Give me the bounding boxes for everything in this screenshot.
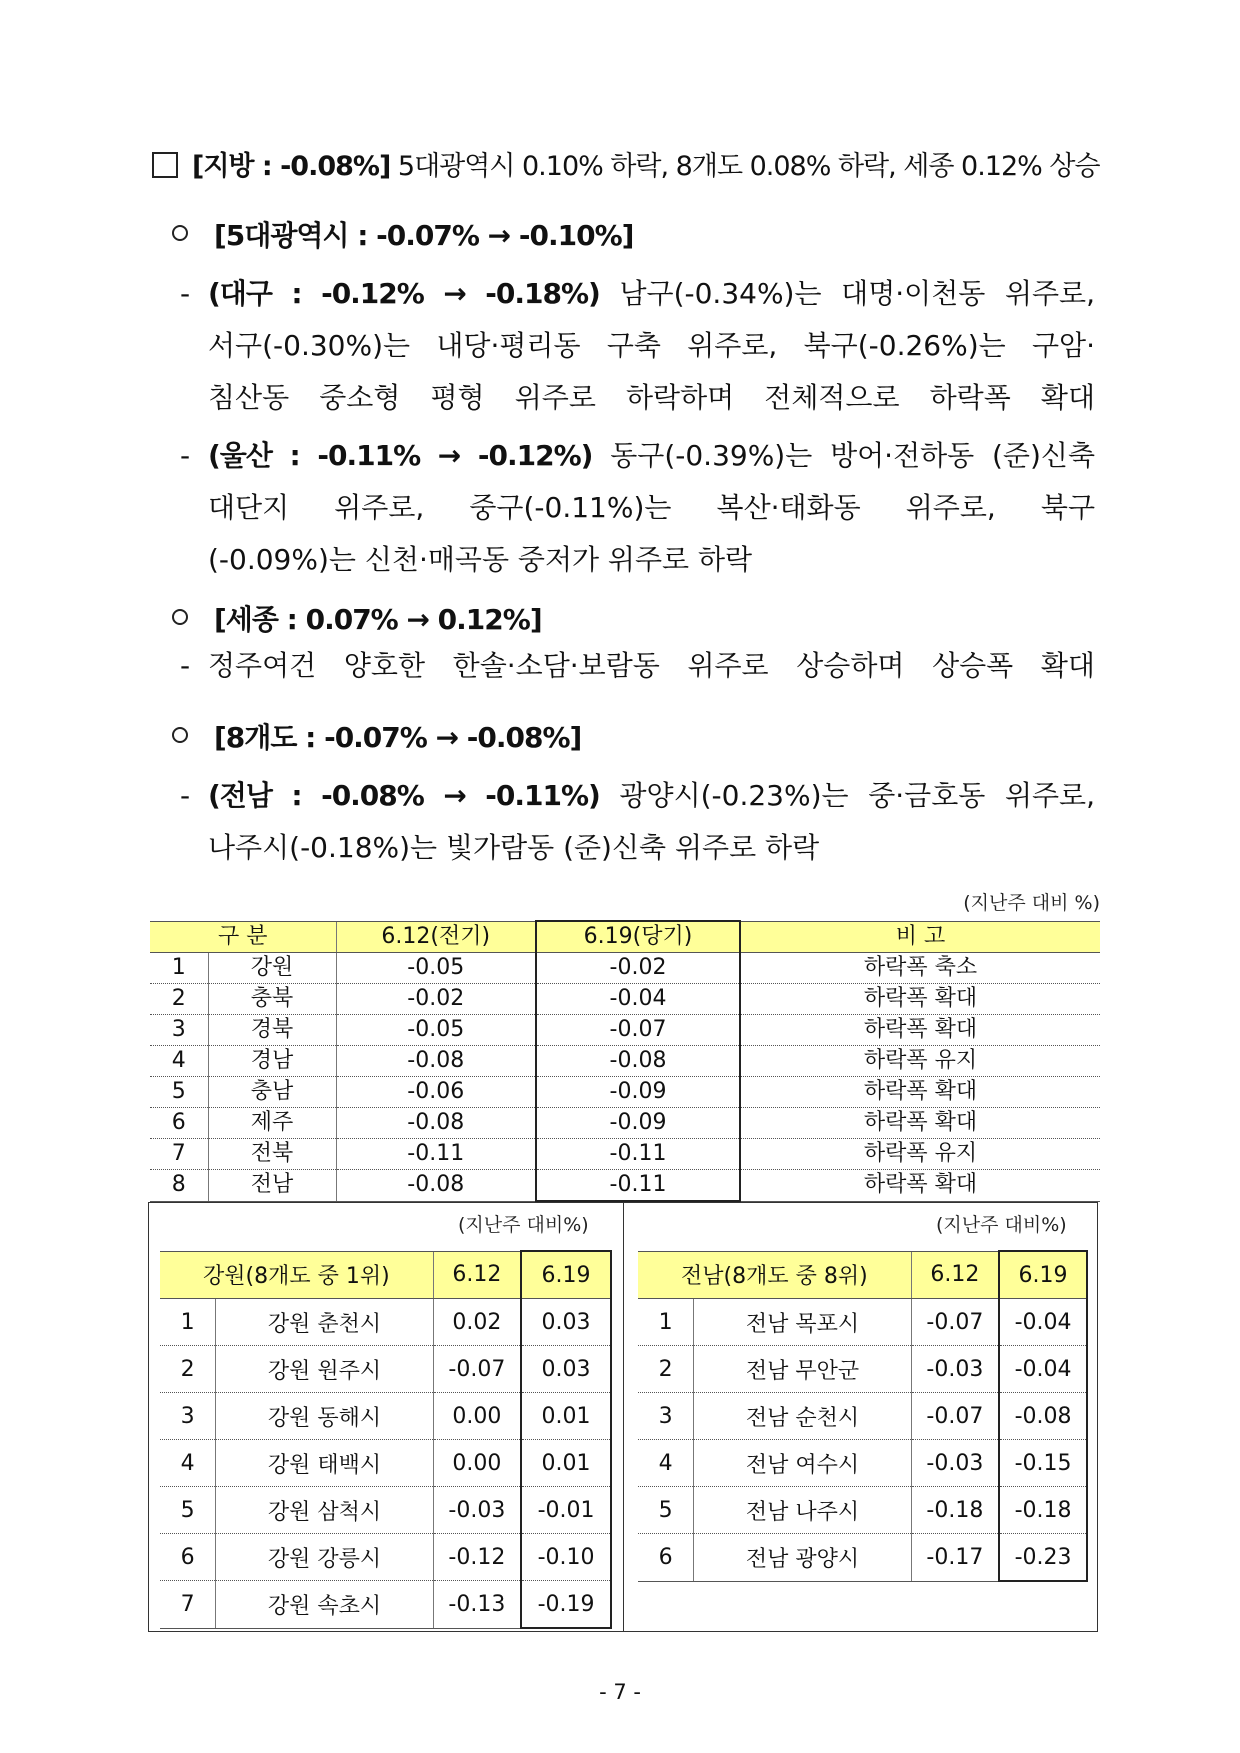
table-cell: 3 [638, 1393, 694, 1440]
table-cell: -0.17 [911, 1534, 999, 1582]
table-row [160, 1581, 611, 1629]
table-row [150, 1139, 1100, 1170]
circle-bullet-icon [172, 727, 188, 743]
table-cell: -0.07 [911, 1393, 999, 1440]
table-cell: 0.01 [521, 1393, 611, 1440]
table-cell: 하락폭 유지 [740, 1139, 1100, 1170]
table-cell: -0.12 [433, 1534, 521, 1581]
table-cell: 전남 광양시 [694, 1534, 911, 1582]
table-cell: 강원 강릉시 [216, 1534, 433, 1581]
table-cell: 0.03 [521, 1299, 611, 1346]
table-cell: 2 [160, 1346, 216, 1393]
table-row [638, 1487, 1087, 1534]
table-cell: 전남 순천시 [694, 1393, 911, 1440]
table-cell: -0.15 [999, 1440, 1087, 1487]
table-cell: 2 [150, 984, 208, 1015]
table-cell: -0.06 [336, 1077, 536, 1108]
table-cell: -0.11 [536, 1139, 740, 1170]
table-header-row: 강원(8개도 중 1위) 6.12 6.19 [160, 1251, 611, 1299]
table-cell: 7 [150, 1139, 208, 1170]
paragraph-sejong: - 정주여건 양호한 한솔·소담·보람동 위주로 상승하며 상승폭 확대 [180, 649, 1095, 682]
table-cell: 하락폭 축소 [740, 953, 1100, 984]
page-number: - 7 - [599, 1680, 641, 1704]
paragraph-jeonnam: - (전남 : -0.08% → -0.11%) 광양시(-0.23%)는 중·금호동 위주로, 나주시(-0.18%)는 빛가람동 (준)신축 위주로 하락 [180, 779, 1095, 864]
table-cell: 경남 [208, 1046, 336, 1077]
table-cell: 8 [150, 1170, 208, 1202]
table-cell: -0.05 [336, 953, 536, 984]
table-cell: -0.08 [536, 1046, 740, 1077]
table-cell: -0.19 [521, 1581, 611, 1629]
table-cell: 하락폭 확대 [740, 1170, 1100, 1202]
table-row [638, 1346, 1087, 1393]
table-cell: 7 [160, 1581, 216, 1629]
table-cell: -0.08 [336, 1170, 536, 1202]
table-header-row: 전남(8개도 중 8위) 6.12 6.19 [638, 1251, 1087, 1299]
gangwon-unit: (지난주 대비%) [458, 1214, 589, 1236]
header-note: 비 고 [740, 921, 1100, 953]
table-cell: 하락폭 확대 [740, 1108, 1100, 1139]
table-cell: 4 [150, 1046, 208, 1077]
table-cell: 하락폭 확대 [740, 984, 1100, 1015]
table-cell: 5 [638, 1487, 694, 1534]
table-cell: 5 [150, 1077, 208, 1108]
table-cell: 0.00 [433, 1393, 521, 1440]
table-row [150, 1108, 1100, 1139]
table-cell: -0.02 [336, 984, 536, 1015]
table-row [150, 1015, 1100, 1046]
table-cell: -0.08 [336, 1108, 536, 1139]
jeonnam-label: (전남 : -0.08% → -0.11%) [208, 779, 600, 812]
table-cell: 2 [638, 1346, 694, 1393]
section-heading [152, 144, 1100, 183]
table-header-row [150, 921, 1100, 953]
table-cell: 5 [160, 1487, 216, 1534]
table-cell: 전남 목포시 [694, 1299, 911, 1346]
table-cell: 3 [150, 1015, 208, 1046]
table-cell: 하락폭 유지 [740, 1046, 1100, 1077]
header-current: 6.19(당기) [536, 921, 740, 953]
table-row [160, 1440, 611, 1487]
table-cell: 충남 [208, 1077, 336, 1108]
table-row [160, 1487, 611, 1534]
table-cell: -0.04 [536, 984, 740, 1015]
table-cell: -0.05 [336, 1015, 536, 1046]
table-cell: 하락폭 확대 [740, 1077, 1100, 1108]
table-cell: -0.01 [521, 1487, 611, 1534]
table-cell: 제주 [208, 1108, 336, 1139]
ulsan-label: (울산 : -0.11% → -0.12%) [208, 439, 593, 472]
table-cell: 4 [160, 1440, 216, 1487]
table-cell: -0.03 [433, 1487, 521, 1534]
table-cell: 강원 동해시 [216, 1393, 433, 1440]
table-cell: 3 [160, 1393, 216, 1440]
table-cell: -0.03 [911, 1440, 999, 1487]
main-table-unit: (지난주 대비 %) [963, 892, 1100, 914]
table-row [638, 1299, 1087, 1346]
table-cell: -0.04 [999, 1346, 1087, 1393]
table-cell: -0.07 [911, 1299, 999, 1346]
table-cell: 전남 [208, 1170, 336, 1202]
table-cell: -0.11 [336, 1139, 536, 1170]
heading-text: 5대광역시 0.10% 하락, 8개도 0.08% 하락, 세종 0.12% 상승 [390, 151, 1100, 182]
table-cell: 6 [150, 1108, 208, 1139]
divider [623, 1203, 624, 1631]
table-cell: 충북 [208, 984, 336, 1015]
jeonnam-table [638, 1250, 1088, 1582]
table-cell: 0.01 [521, 1440, 611, 1487]
table-cell: 4 [638, 1440, 694, 1487]
table-cell: -0.18 [911, 1487, 999, 1534]
checkbox-square-icon [152, 152, 178, 178]
table-cell: 1 [150, 953, 208, 984]
subheading-metro: [5대광역시 : -0.07% → -0.10%] [172, 214, 633, 254]
table-cell: -0.09 [536, 1077, 740, 1108]
table-cell: 전북 [208, 1139, 336, 1170]
table-cell: 강원 [208, 953, 336, 984]
table-row [150, 1077, 1100, 1108]
table-cell: 1 [160, 1299, 216, 1346]
table-cell: -0.03 [911, 1346, 999, 1393]
subheading-sejong: [세종 : 0.07% → 0.12%] [172, 598, 542, 638]
table-row [638, 1440, 1087, 1487]
header-category: 구 분 [150, 921, 336, 953]
paragraph-daegu: - (대구 : -0.12% → -0.18%) 남구(-0.34%)는 대명·이천동 위주로, 서구(-0.30%)는 내당·평리동 구축 위주로, 북구(-0.26%)는 구암· 침산동 중소형 평형 위주로 하락하며 전체적으로 하락폭 확대 [180, 277, 1095, 414]
table-row [160, 1534, 611, 1581]
table-row [638, 1393, 1087, 1440]
circle-bullet-icon [172, 609, 188, 625]
table-row [150, 984, 1100, 1015]
table-cell: 강원 춘천시 [216, 1299, 433, 1346]
province-table [150, 920, 1100, 1202]
table-cell: 0.03 [521, 1346, 611, 1393]
table-cell: 전남 무안군 [694, 1346, 911, 1393]
table-row [638, 1534, 1087, 1582]
table-cell: 강원 원주시 [216, 1346, 433, 1393]
gangwon-table [160, 1250, 612, 1629]
table-cell: 0.02 [433, 1299, 521, 1346]
table-cell: -0.11 [536, 1170, 740, 1202]
table-cell: 전남 나주시 [694, 1487, 911, 1534]
table-cell: -0.13 [433, 1581, 521, 1629]
table-row [160, 1393, 611, 1440]
table-cell: 경북 [208, 1015, 336, 1046]
table-cell: -0.07 [433, 1346, 521, 1393]
table-cell: 강원 태백시 [216, 1440, 433, 1487]
table-cell: 0.00 [433, 1440, 521, 1487]
table-row [150, 1046, 1100, 1077]
subheading-provinces: [8개도 : -0.07% → -0.08%] [172, 716, 581, 756]
table-row [150, 953, 1100, 984]
table-row [160, 1299, 611, 1346]
table-cell: 전남 여수시 [694, 1440, 911, 1487]
table-cell: -0.23 [999, 1534, 1087, 1582]
daegu-label: (대구 : -0.12% → -0.18%) [208, 277, 600, 310]
paragraph-ulsan: - (울산 : -0.11% → -0.12%) 동구(-0.39%)는 방어·전하동 (준)신축 대단지 위주로, 중구(-0.11%)는 복산·태화동 위주로, 북구 (-0.09%)는 신천·매곡동 중저가 위주로 하락 [180, 439, 1095, 576]
table-cell: -0.09 [536, 1108, 740, 1139]
jeonnam-unit: (지난주 대비%) [936, 1214, 1067, 1236]
table-cell: 1 [638, 1299, 694, 1346]
table-cell: -0.08 [336, 1046, 536, 1077]
table-cell: 강원 삼척시 [216, 1487, 433, 1534]
heading-bold: [지방 : -0.08%] [192, 151, 391, 182]
table-row [160, 1346, 611, 1393]
table-cell: 강원 속초시 [216, 1581, 433, 1629]
table-cell: -0.10 [521, 1534, 611, 1581]
table-cell: 하락폭 확대 [740, 1015, 1100, 1046]
table-cell: 6 [160, 1534, 216, 1581]
table-cell: 6 [638, 1534, 694, 1582]
table-cell: -0.02 [536, 953, 740, 984]
table-cell: -0.08 [999, 1393, 1087, 1440]
table-cell: -0.04 [999, 1299, 1087, 1346]
circle-bullet-icon [172, 225, 188, 241]
header-prev: 6.12(전기) [336, 921, 536, 953]
table-cell: -0.18 [999, 1487, 1087, 1534]
table-row [150, 1170, 1100, 1202]
table-cell: -0.07 [536, 1015, 740, 1046]
